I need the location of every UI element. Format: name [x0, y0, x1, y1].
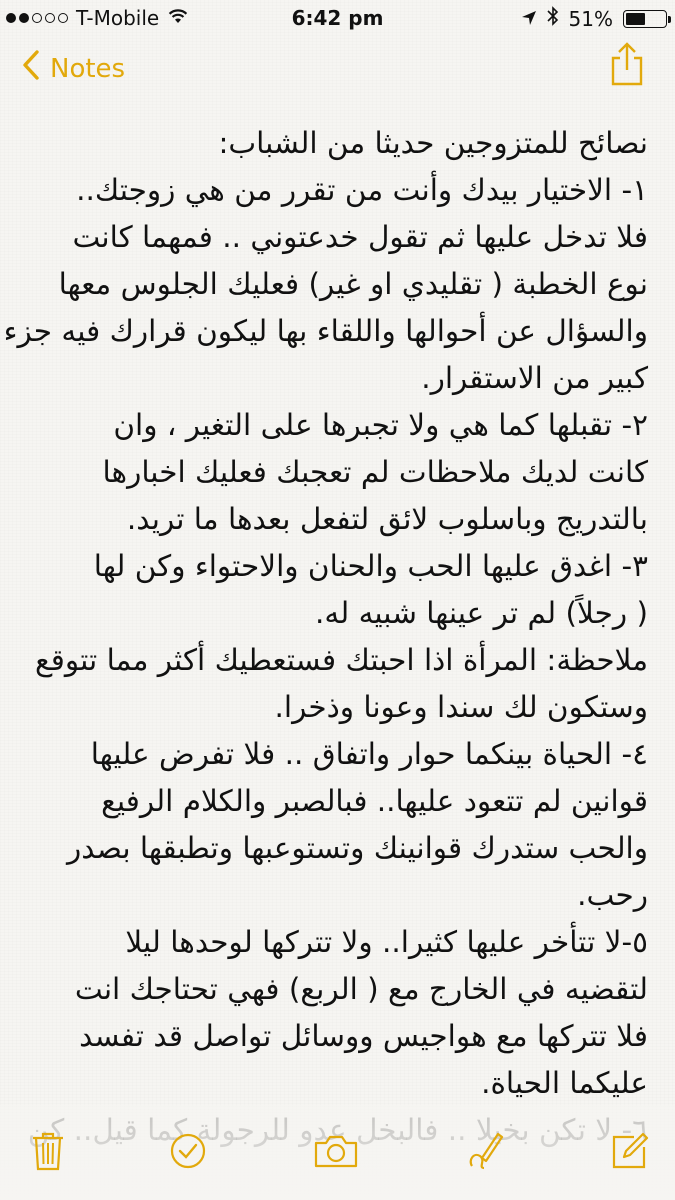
note-line: وستكون لك سندا وعونا وذخرا. — [274, 690, 648, 724]
note-line: بالتدريج وباسلوب لائق لتفعل بعدها ما تريد. — [126, 502, 648, 536]
share-button[interactable] — [609, 42, 645, 86]
battery-level — [626, 13, 645, 25]
note-line: نصائح للمتزوجين حديثا من الشباب: — [218, 126, 648, 160]
back-label: Notes — [50, 53, 126, 84]
note-line: ٤- الحياة بينكما حوار واتفاق .. فلا تفرض عليها — [90, 737, 648, 771]
bluetooth-icon — [547, 6, 559, 31]
note-line: نوع الخطبة ( تقليدي او غير) فعليك الجلوس معها — [58, 267, 648, 301]
sketch-button[interactable] — [458, 1125, 510, 1177]
note-line: ٢- تقبلها كما هي ولا تجبرها على التغير ، وان — [113, 408, 648, 442]
chevron-left-icon — [22, 50, 40, 87]
checklist-button[interactable] — [162, 1125, 214, 1177]
note-line: فلا تدخل عليها ثم تقول خدعتوني .. فمهما كانت — [72, 220, 648, 254]
battery-icon — [623, 10, 667, 28]
clock: 6:42 pm — [291, 6, 384, 30]
bottom-toolbar — [0, 1105, 675, 1200]
compose-icon — [610, 1131, 650, 1171]
compose-button[interactable] — [604, 1125, 656, 1177]
camera-button[interactable] — [310, 1125, 362, 1177]
note-text-area[interactable] — [3, 120, 648, 1105]
note-line: ( رجلاً) لم تر عينها شبيه له. — [315, 596, 648, 630]
note-line: لتقضيه في الخارج مع ( الربع) فهي تحتاجك انت — [74, 972, 648, 1006]
status-bar — [0, 0, 675, 36]
note-line: فلا تتركها مع هواجيس ووسائل تواصل قد تفسد — [79, 1019, 648, 1053]
trash-icon — [31, 1131, 65, 1171]
note-line: قوانين لم تتعود عليها.. فبالصبر والكلام الرفيع — [101, 784, 648, 818]
note-line: ملاحظة: المرأة اذا احبتك فستعطيك أكثر مما تتوقع — [35, 643, 648, 677]
camera-icon — [313, 1133, 359, 1169]
checklist-icon — [169, 1132, 207, 1170]
back-button[interactable] — [22, 50, 125, 87]
note-line: ١- الاختيار بيدك وأنت من تقرر من هي زوجتك.. — [76, 173, 648, 207]
note-line: عليكما الحياة. — [481, 1066, 648, 1100]
note-line: ٣- اغدق عليها الحب والحنان والاحتواء وكن لها — [93, 549, 648, 583]
note-line: والسؤال عن أحوالها واللقاء بها ليكون قرارك فيه جزء — [3, 314, 648, 348]
location-arrow-icon — [521, 7, 537, 31]
battery-percent: 51% — [568, 6, 613, 31]
share-icon — [609, 71, 645, 90]
note-line: كبير من الاستقرار. — [421, 361, 648, 395]
note-line: رحب. — [577, 878, 648, 912]
status-right — [521, 6, 667, 31]
delete-button[interactable] — [22, 1125, 74, 1177]
sketch-icon — [464, 1130, 504, 1172]
note-line: ٥-لا تتأخر عليها كثيرا.. ولا تتركها لوحدها ليلا — [125, 925, 648, 959]
navigation-bar — [0, 36, 675, 106]
note-line: كانت لديك ملاحظات لم تعجبك فعليك اخبارها — [102, 455, 648, 489]
carrier-name: T-Mobile — [76, 6, 160, 30]
note-line: والحب ستدرك قوانينك وتستوعبها وتطبقها بصدر — [67, 831, 648, 865]
